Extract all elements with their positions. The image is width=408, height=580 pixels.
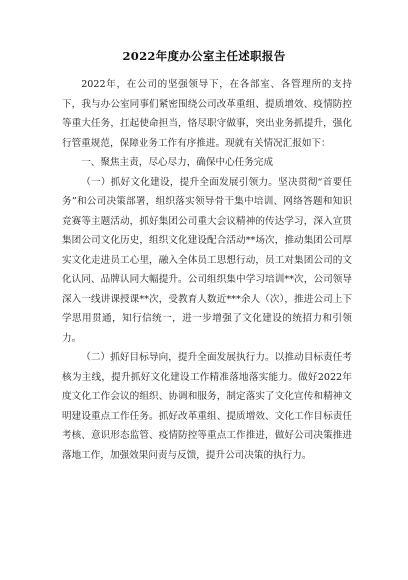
section-heading: 一、聚焦主责，尽心尽力，确保中心任务完成 <box>81 157 274 168</box>
subsection-1-paragraph: （一）抓好文化建设，提升全面发展引领力。坚决贯彻“首要任务”和公司决策部署，组织落实领导骨干集中培训、网络答题和知识竞赛等主题活动，抓好集团公司重大会议精神的传达学习，深入宣贯集团公司文化历史，组织文化建设配合活动**场次，推动集团公司厚实文化走进员工心里，融入全体员工思想行动，员工对集团公司的文化认同、品牌认同大幅提升。公司组织集中学习培训**次，公司领导深入一线讲课授课**次，受教育人数近***余人（次），推进公司上下学思用贯通，知行信统一，进一步增强了文化建设的统招力和引领力。 <box>62 176 352 344</box>
document-body <box>62 75 352 465</box>
document-title: 2022年度办公室主任述职报告 <box>122 49 286 63</box>
subsection-2-paragraph: （二）抓好目标导向，提升全面发展执行力。以推动目标责任考核为主线，提升抓好文化建设工作精准落地落实能力。做好2022年度文化工作会议的组织、协调和服务，制定落实了文化宣传和精神文明建设重点工作任务。抓好改革重组、提质增效、文化工作目标责任考核、意识形态监管、疫情防控等重点工作推进，做好公司决策推进落地工作，加强效果问责与反馈，提升公司决策的执行力。 <box>62 352 352 461</box>
intro-paragraph: 2022年，在公司的坚强领导下，在各部室、各管理所的支持下，我与办公室同事们紧密围绕公司改革重组、提质增效、疫情防控等重大任务，扛起使命担当，恪尽职守做事，突出业务抓提升，强化行管重规范，保障业务工作有序推进。现就有关情况汇报如下： <box>62 79 352 149</box>
